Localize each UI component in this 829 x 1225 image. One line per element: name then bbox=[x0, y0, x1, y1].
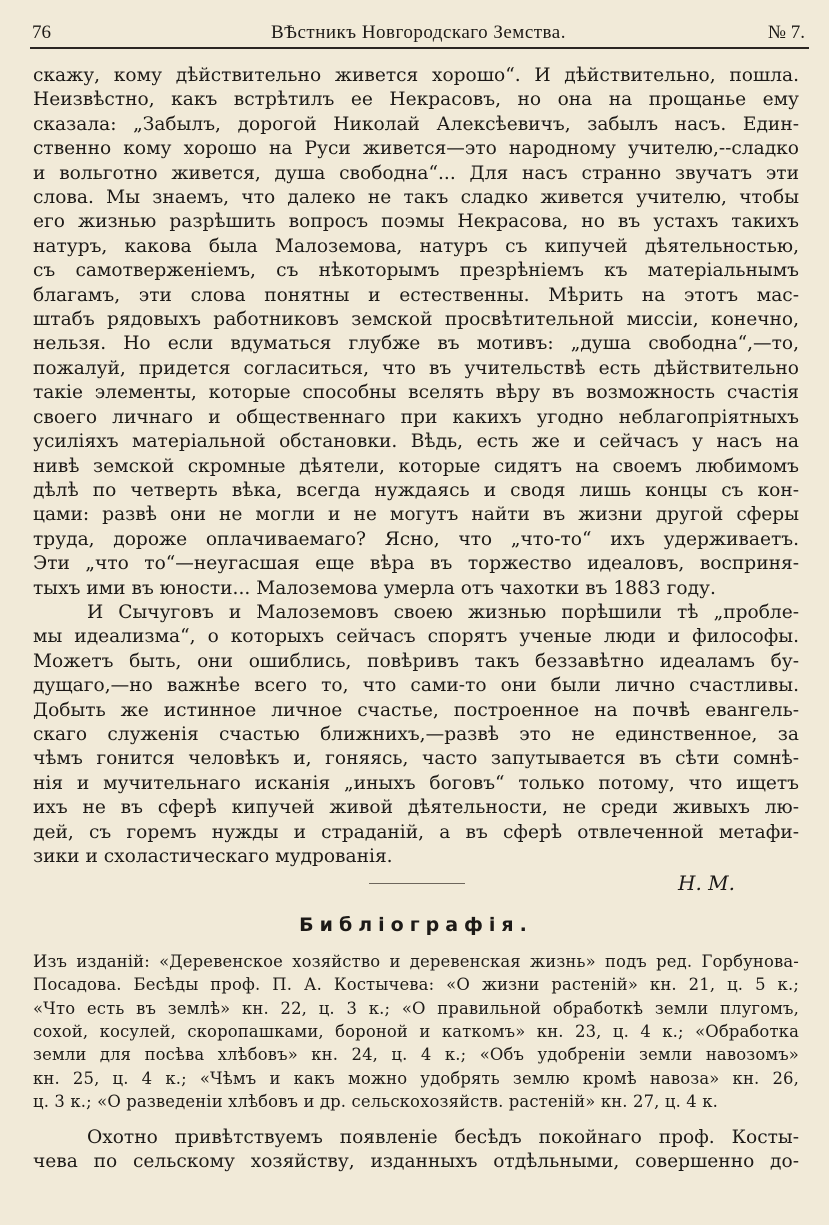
text-line: И Сычуговъ и Малоземовъ своею жизнью порѣшили тѣ „пробле- bbox=[87, 601, 799, 623]
issue-number: № 7. bbox=[767, 22, 805, 43]
text-line: земли для посѣва хлѣбовъ» кн. 24, ц. 4 к.; «Объ удобреніи земли навозомъ» bbox=[33, 1045, 799, 1065]
text-line: своего личнаго и общественнаго при какихъ угодно неблагопріятныхъ bbox=[33, 406, 799, 428]
text-line: сказала: „Забылъ, дорогой Николай Алексѣевичъ, забылъ насъ. Един- bbox=[33, 113, 799, 135]
text-line: дѣлѣ по четверть вѣка, всегда нуждаясь и сводя лишь концы съ кон- bbox=[33, 479, 799, 501]
text-line: сохой, косулей, скоропашками, бороной и каткомъ» кн. 23, ц. 4 к.; «Обработка bbox=[33, 1022, 799, 1042]
text-line: и вольготно живется, душа свободна“... Для насъ странно звучатъ эти bbox=[33, 162, 799, 184]
section-title: Библіографія. bbox=[299, 914, 533, 937]
text-line: скажу, кому дѣйствительно живется хорошо“. И дѣйствительно, пошла. bbox=[33, 65, 799, 86]
article-text bbox=[33, 64, 799, 869]
page-body bbox=[33, 64, 799, 1174]
text-line: Неизвѣстно, какъ встрѣтилъ ее Некрасовъ, но она на прощанье ему bbox=[33, 89, 799, 111]
text-line: Изъ изданій: «Деревенское хозяйство и деревенская жизнь» подъ ред. Горбунова- bbox=[33, 951, 799, 971]
text-line: благамъ, эти слова понятны и естественны. Мѣрить на этотъ мас- bbox=[33, 284, 799, 306]
text-line: зики и схоластическаго мудрованія. bbox=[33, 846, 393, 867]
text-line: нельзя. Но если вдуматься глубже въ мотивъ: „душа свободна“,—то, bbox=[33, 333, 799, 355]
text-line: Охотно привѣтствуемъ появленіе бесѣдъ покойнаго проф. Косты- bbox=[87, 1126, 799, 1148]
text-line: дей, съ горемъ нужды и страданій, а въ сферѣ отвлеченной метафи- bbox=[33, 821, 799, 843]
text-line: кн. 25, ц. 4 к.; «Чѣмъ и какъ можно удобрять землю кромѣ навоза» кн. 26, bbox=[33, 1068, 799, 1088]
page-number: 76 bbox=[32, 22, 51, 43]
text-line: слова. Мы знаемъ, что далеко не такъ сладко живется учителю, чтобы bbox=[33, 187, 799, 209]
review-paragraph bbox=[33, 1126, 799, 1175]
text-line: чѣмъ гонится человѣкъ и, гоняясь, часто запутывается въ сѣти сомнѣ- bbox=[33, 748, 799, 770]
divider bbox=[369, 883, 465, 884]
signature-row bbox=[33, 871, 799, 905]
text-line: Добыть же истинное личное счастье, построенное на почвѣ евангель- bbox=[33, 699, 799, 721]
text-line: скаго служенія счастью ближнихъ,—развѣ это не единственное, за bbox=[33, 723, 799, 745]
text-line: такіе элементы, которые способны вселять вѣру въ возможность счастія bbox=[33, 382, 799, 404]
text-line: пожалуй, придется согласиться, что въ учительствѣ есть дѣйствительно bbox=[33, 357, 799, 379]
text-line: мы идеализма“, о которыхъ сейчасъ спорятъ ученые люди и философы. bbox=[33, 626, 799, 648]
text-line: штабъ рядовыхъ работниковъ земской просвѣтительной миссіи, конечно, bbox=[33, 309, 799, 331]
author-signature: Н. М. bbox=[678, 871, 735, 896]
text-line: нія и мучительнаго исканія „иныхъ боговъ“ только потому, что ищетъ bbox=[33, 772, 799, 794]
text-line: Посадова. Бесѣды проф. П. А. Костычева: «О жизни растеній» кн. 21, ц. 5 к.; bbox=[33, 975, 799, 995]
text-line: усиліяхъ матеріальной обстановки. Вѣдь, есть же и сейчасъ у насъ на bbox=[33, 431, 799, 453]
text-line: съ самотверженіемъ, съ нѣкоторымъ презрѣніемъ къ матеріальнымъ bbox=[33, 260, 799, 282]
text-line: тыхъ ими въ юности... Малоземова умерла отъ чахотки въ 1883 году. bbox=[33, 577, 716, 599]
text-line: ихъ не въ сферѣ кипучей живой дѣятельности, не среди живыхъ лю- bbox=[33, 797, 799, 819]
running-header bbox=[30, 22, 807, 46]
text-line: ственно кому хорошо на Руси живется—это народному учителю,--сладко bbox=[33, 138, 799, 160]
text-line: нивѣ земской скромные дѣятели, которые сидятъ на своемъ любимомъ bbox=[33, 455, 799, 477]
journal-title: ВѢстникъ Новгородскаго Земства. bbox=[271, 22, 566, 43]
text-line: цами: развѣ они не могли и не могутъ найти въ жизни другой сферы bbox=[33, 504, 799, 526]
text-line: его жизнью разрѣшить вопросъ поэмы Некрасова, но въ устахъ такихъ bbox=[33, 211, 799, 233]
text-line: «Что есть въ землѣ» кн. 22, ц. 3 к.; «О правильной обработкѣ земли плугомъ, bbox=[33, 998, 799, 1018]
text-line: Эти „что то“—неугасшая еще вѣра въ торжество идеаловъ, восприня- bbox=[33, 553, 799, 575]
text-line: ц. 3 к.; «О разведеніи хлѣбовъ и др. сельскохозяйств. растеній» кн. 27, ц. 4 к. bbox=[33, 1092, 718, 1112]
text-line: дущаго,—но важнѣе всего то, что сами-то они были лично счастливы. bbox=[33, 675, 799, 697]
header-rule bbox=[30, 47, 809, 49]
text-line: чева по сельскому хозяйству, изданныхъ отдѣльными, совершенно до- bbox=[33, 1151, 799, 1173]
text-line: Можетъ быть, они ошиблись, повѣривъ такъ беззавѣтно идеаламъ бу- bbox=[33, 650, 799, 672]
text-line: труда, дороже оплачиваемаго? Ясно, что „что-то“ ихъ удерживаетъ. bbox=[33, 528, 799, 550]
text-line: натуръ, какова была Малоземова, натуръ съ кипучей дѣятельностью, bbox=[33, 235, 799, 257]
bibliography-entry bbox=[33, 950, 799, 1114]
